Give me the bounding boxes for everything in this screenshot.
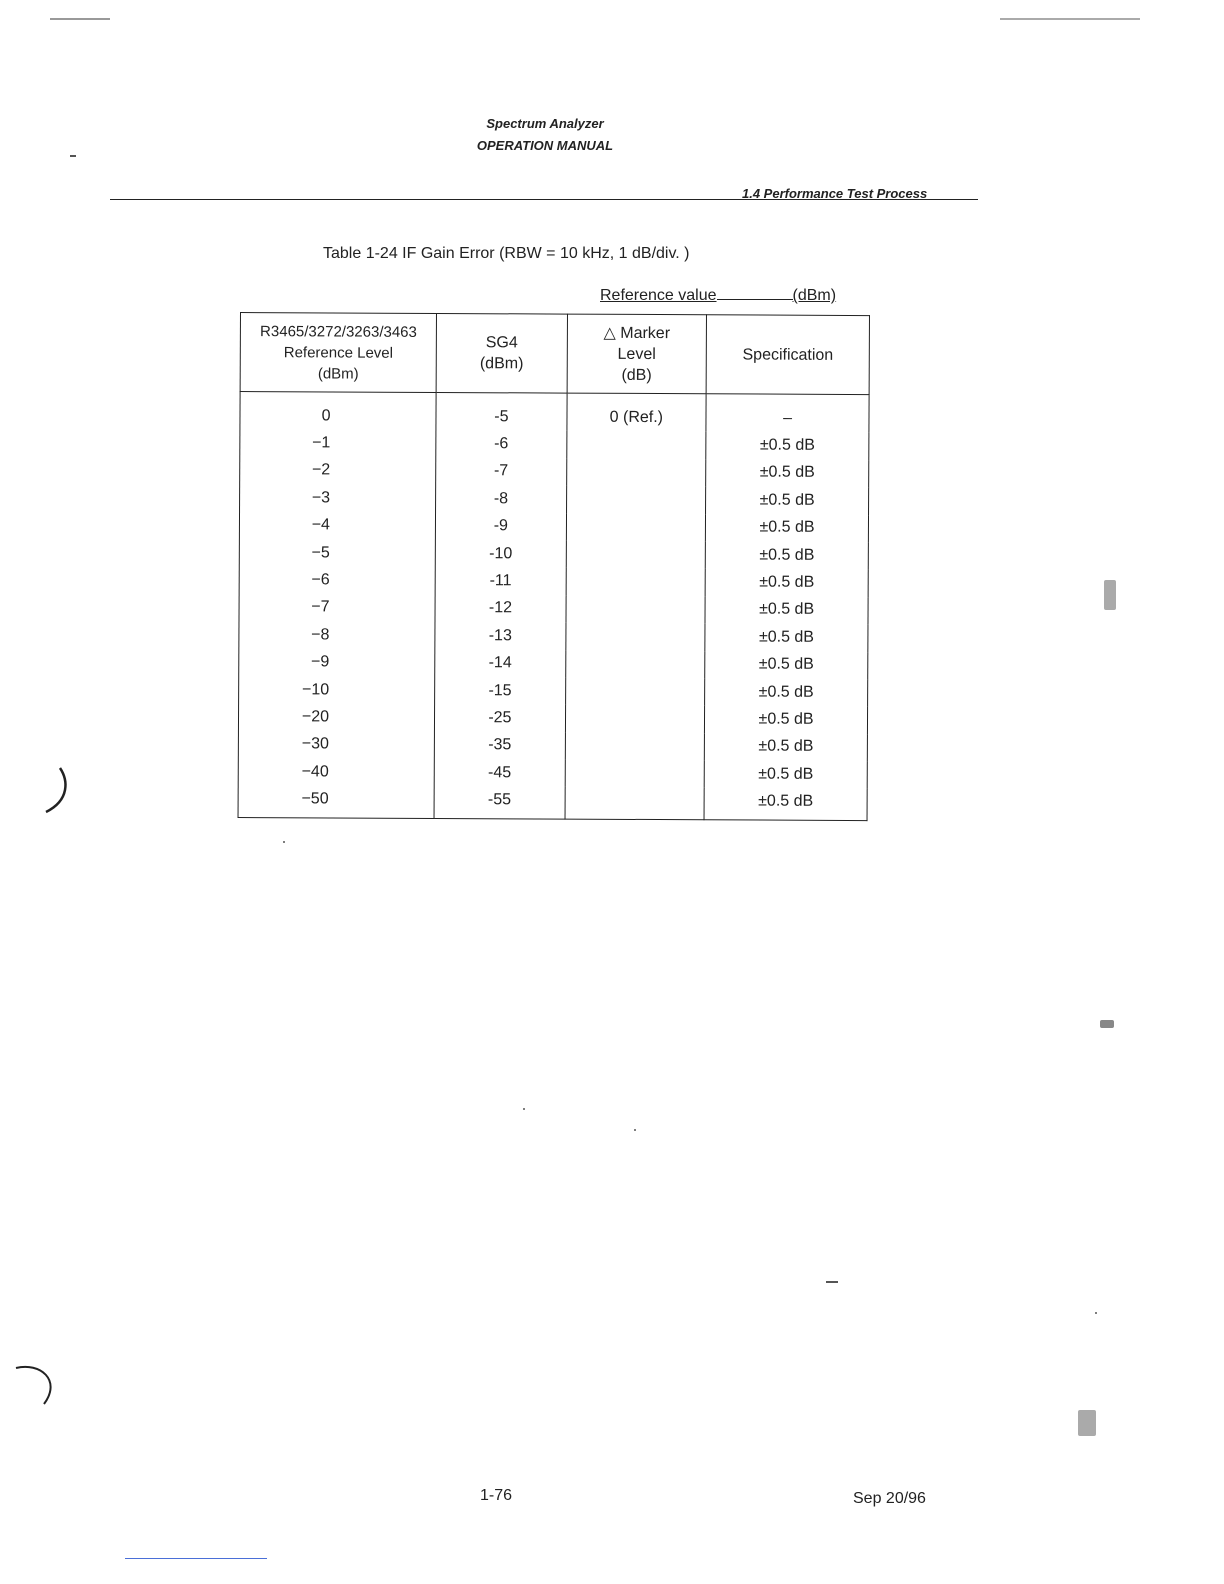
table-row — [240, 484, 869, 514]
cell-sg4: -55 — [434, 786, 565, 819]
cell-reference-level — [239, 676, 435, 704]
table-row — [238, 785, 867, 820]
reference-level-value: −2 — [311, 461, 331, 479]
scan-speck — [283, 841, 285, 843]
scan-mark-left-lower — [10, 1360, 60, 1410]
cell-reference-level — [239, 649, 435, 677]
reference-level-value: −3 — [311, 489, 331, 507]
cell-marker-level — [566, 541, 706, 569]
scan-speck — [70, 155, 76, 157]
cell-marker-level — [565, 787, 705, 820]
column-header-line: (dB) — [621, 366, 652, 384]
column-header-line: Specification — [742, 345, 834, 364]
cell-marker-level — [565, 678, 705, 706]
scan-mark-left-upper — [28, 760, 78, 820]
scan-speck — [523, 1108, 525, 1110]
cell-reference-level — [238, 758, 434, 786]
reference-level-value: −30 — [301, 735, 329, 753]
table-row — [240, 429, 869, 459]
table-body — [238, 392, 869, 821]
reference-value-blank — [717, 285, 793, 300]
if-gain-error-table — [238, 312, 870, 821]
cell-reference-level — [239, 594, 435, 622]
cell-reference-level — [239, 566, 435, 594]
cell-specification: ±0.5 dB — [705, 623, 868, 651]
cell-marker-level — [566, 486, 706, 514]
cell-sg4: -12 — [435, 595, 566, 623]
reference-level-value: −10 — [301, 680, 330, 699]
column-header-line: R3465/3272/3263/3463 — [260, 322, 417, 341]
cell-sg4: -14 — [435, 649, 566, 677]
page-number: 1-76 — [480, 1487, 513, 1504]
table-row — [239, 649, 868, 679]
table-row — [239, 676, 868, 706]
scan-speck — [1104, 580, 1116, 610]
header-rule — [110, 199, 978, 200]
cell-specification: ±0.5 dB — [705, 541, 868, 569]
table-row — [240, 457, 869, 487]
reference-level-value: −20 — [301, 708, 330, 726]
cell-reference-level — [238, 703, 434, 731]
cell-reference-level — [238, 731, 434, 759]
scan-speck — [634, 1129, 636, 1131]
cell-specification: – — [706, 394, 869, 433]
cell-marker-level — [565, 760, 705, 788]
reference-level-value: −4 — [311, 516, 331, 534]
header-manual: OPERATION MANUAL — [476, 138, 614, 153]
cell-reference-level — [240, 429, 436, 457]
column-header-line: SG4 — [485, 334, 518, 352]
table-row — [239, 566, 868, 596]
cell-reference-level — [238, 785, 434, 818]
table-caption: Table 1-24 IF Gain Error (RBW = 10 kHz, 1 dB/div. ) — [323, 245, 690, 262]
reference-level-value: −9 — [310, 653, 330, 671]
reference-level-value: −50 — [301, 790, 329, 808]
cell-marker-level — [566, 595, 706, 623]
column-header-line: △ Marker — [603, 324, 671, 342]
cell-marker-level — [566, 568, 706, 596]
cell-sg4: -6 — [436, 430, 567, 458]
cell-sg4: -35 — [434, 732, 565, 760]
cell-marker-level — [566, 431, 706, 459]
column-header-line: (dBm) — [479, 355, 524, 373]
reference-level-value: −6 — [311, 571, 330, 589]
cell-specification: ±0.5 dB — [705, 569, 868, 597]
reference-level-value: −5 — [311, 543, 330, 562]
cell-marker-level — [566, 513, 706, 541]
bottom-rule — [125, 1558, 267, 1559]
reference-level-value: −40 — [301, 763, 329, 781]
cell-reference-level — [240, 457, 436, 485]
reference-level-value: 0 — [321, 407, 331, 425]
cell-reference-level — [239, 512, 435, 540]
table-row — [238, 703, 867, 733]
reference-value-unit: (dBm) — [792, 287, 837, 304]
scan-speck — [1095, 1312, 1097, 1314]
cell-sg4: -45 — [434, 759, 565, 787]
table-row — [238, 731, 867, 761]
scan-speck — [1100, 1020, 1114, 1028]
cell-specification: ±0.5 dB — [704, 760, 867, 788]
cell-specification: ±0.5 dB — [706, 514, 869, 542]
cell-sg4: -15 — [435, 677, 566, 705]
reference-level-value: −8 — [311, 626, 330, 644]
cell-marker-level — [565, 732, 705, 760]
table-row — [239, 621, 868, 651]
cell-marker-level — [565, 623, 705, 651]
col-marker-level — [567, 314, 707, 394]
page-date: Sep 20/96 — [853, 1490, 926, 1507]
cell-sg4: -10 — [435, 540, 566, 568]
scan-speck — [1078, 1410, 1096, 1436]
cell-reference-level — [240, 484, 436, 512]
cell-specification: ±0.5 dB — [706, 486, 869, 514]
cell-specification: ±0.5 dB — [704, 733, 867, 761]
cell-sg4: -9 — [436, 513, 567, 541]
cell-specification: ±0.5 dB — [704, 788, 867, 821]
table-header-row — [240, 313, 869, 395]
table-row — [239, 512, 868, 542]
cell-sg4: -11 — [435, 567, 566, 595]
column-header-line: Level — [617, 345, 656, 363]
cell-specification: ±0.5 dB — [705, 596, 868, 624]
cell-sg4: -13 — [435, 622, 566, 650]
table-row — [239, 539, 868, 569]
cell-sg4: -8 — [436, 485, 567, 513]
cell-reference-level — [240, 392, 436, 431]
header-product: Spectrum Analyzer — [486, 116, 604, 131]
col-specification — [706, 315, 869, 395]
cell-sg4: -25 — [435, 704, 566, 732]
scan-speck — [826, 1281, 838, 1283]
table-row — [240, 392, 869, 433]
cell-sg4: -7 — [436, 458, 567, 486]
scan-speck — [50, 18, 110, 20]
cell-specification: ±0.5 dB — [706, 432, 869, 460]
cell-specification: ±0.5 dB — [705, 651, 868, 679]
section-title: 1.4 Performance Test Process — [742, 186, 928, 201]
cell-marker-level — [566, 458, 706, 486]
reference-value-line — [600, 285, 836, 305]
cell-marker-level — [565, 650, 705, 678]
reference-value-label: Reference value — [600, 287, 717, 304]
table-row — [238, 758, 867, 788]
cell-specification: ±0.5 dB — [706, 459, 869, 487]
reference-level-value: −1 — [312, 434, 331, 452]
cell-marker-level: 0 (Ref.) — [567, 393, 707, 432]
table-row — [239, 594, 868, 624]
cell-specification: ±0.5 dB — [705, 678, 868, 706]
column-header-line: (dBm) — [317, 364, 359, 383]
col-reference-level — [240, 313, 437, 393]
reference-level-value: −7 — [311, 598, 330, 616]
column-header-line: Reference Level — [283, 343, 394, 362]
scan-speck — [1000, 18, 1140, 20]
cell-sg4: -5 — [436, 392, 567, 431]
cell-reference-level — [239, 539, 435, 567]
cell-reference-level — [239, 621, 435, 649]
cell-specification: ±0.5 dB — [705, 706, 868, 734]
col-sg4 — [436, 313, 567, 393]
cell-marker-level — [565, 705, 705, 733]
